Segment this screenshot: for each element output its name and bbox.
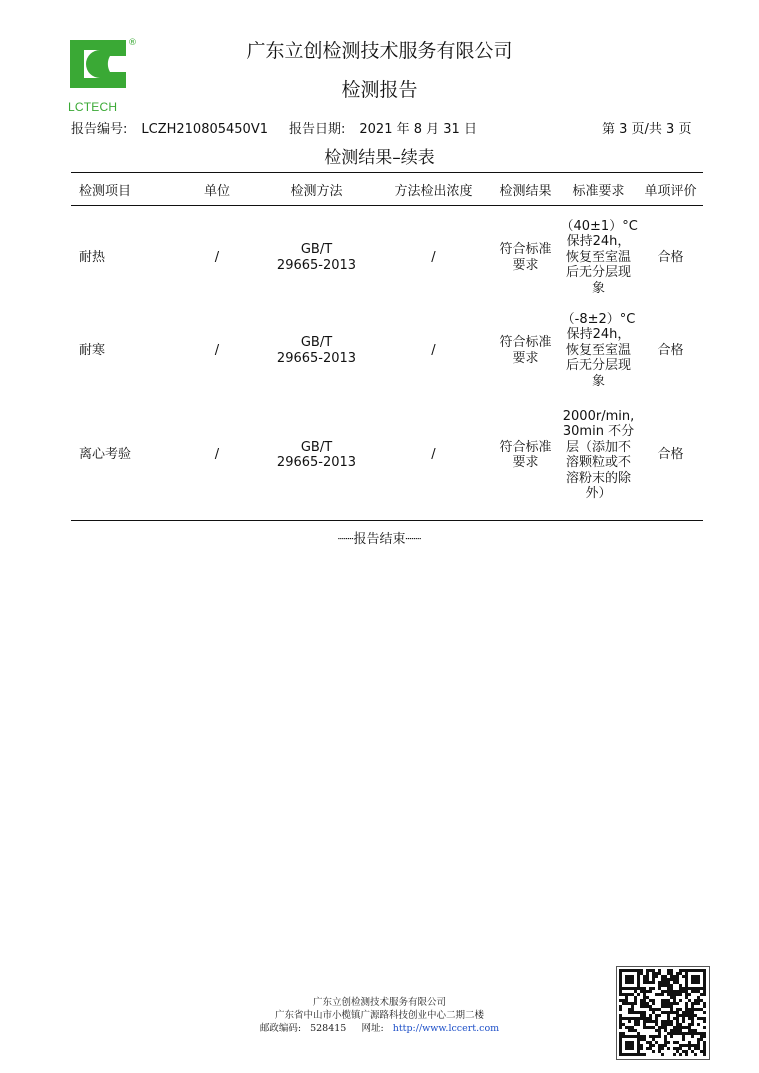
column-header: 标准要求 — [572, 183, 625, 199]
unit-cell: / — [214, 249, 220, 265]
section-title: 检测结果–续表 — [324, 148, 435, 168]
postcode-value: 528415 — [310, 1023, 347, 1034]
method-cell: GB/T 29665-2013 — [276, 242, 357, 273]
test-item: 耐寒 — [79, 342, 106, 358]
report-date-value: 2021 年 8 月 31 日 — [359, 122, 477, 137]
requirement-cell: （40±1）°C保持24h，恢复至室温后无分层现象 — [560, 218, 638, 296]
document-title: 检测报告 — [341, 79, 418, 101]
evaluation-cell: 合格 — [657, 342, 684, 358]
page-info: 第 3 页/共 3 页 — [602, 122, 692, 137]
column-header: 单项评价 — [644, 183, 697, 199]
test-item: 离心考验 — [79, 447, 132, 463]
table-bottom-rule — [71, 520, 703, 521]
report-number-label: 报告编号: — [71, 122, 128, 137]
report-date-label: 报告日期: — [289, 122, 346, 137]
footer-company: 广东立创检测技术服务有限公司 — [312, 997, 446, 1008]
registered-mark: ® — [128, 38, 137, 48]
results-table — [71, 173, 703, 511]
company-name: 广东立创检测技术服务有限公司 — [246, 40, 513, 62]
result-cell: 符合标准要求 — [499, 335, 552, 366]
test-item: 耐热 — [79, 249, 106, 265]
postcode-label: 邮政编码: — [259, 1023, 302, 1034]
table-row — [71, 399, 703, 511]
report-end-mark: ┈┈报告结束┈┈ — [337, 532, 422, 547]
report-number — [71, 118, 268, 137]
result-cell: 符合标准要求 — [499, 242, 552, 273]
result-cell: 符合标准要求 — [499, 439, 552, 470]
unit-cell: / — [214, 342, 220, 358]
website-link[interactable]: http://www.lccert.com — [392, 1023, 500, 1034]
detection-limit-cell: / — [431, 249, 436, 265]
detection-limit-cell: / — [431, 447, 436, 463]
column-header: 检测项目 — [79, 183, 132, 199]
evaluation-cell: 合格 — [657, 249, 684, 265]
unit-cell: / — [214, 447, 220, 463]
method-cell: GB/T 29665-2013 — [276, 439, 357, 470]
method-cell: GB/T 29665-2013 — [276, 335, 357, 366]
website-label: 网址: — [361, 1023, 384, 1034]
requirement-cell: （-8±2）°C保持24h，恢复至室温后无分层现象 — [561, 311, 636, 389]
footer-address: 广东省中山市小榄镇广源路科技创业中心二期二楼 — [274, 1010, 484, 1021]
table-header-row — [71, 173, 703, 205]
table-row — [71, 302, 703, 399]
report-date — [289, 118, 477, 137]
column-header: 检测方法 — [290, 183, 343, 199]
logo-text: LCTECH — [68, 100, 118, 114]
qr-code-image — [617, 967, 709, 1059]
evaluation-cell: 合格 — [657, 447, 684, 463]
column-header: 检测结果 — [499, 183, 552, 199]
qr-code — [616, 966, 710, 1060]
detection-limit-cell: / — [431, 342, 436, 358]
column-header: 单位 — [203, 183, 230, 199]
table-row — [71, 205, 703, 302]
requirement-cell: 2000r/min, 30min 不分层（添加不溶颗粒或不溶粉末的除外） — [562, 408, 635, 501]
report-number-value: LCZH210805450V1 — [141, 122, 268, 137]
column-header: 方法检出浓度 — [394, 183, 473, 199]
